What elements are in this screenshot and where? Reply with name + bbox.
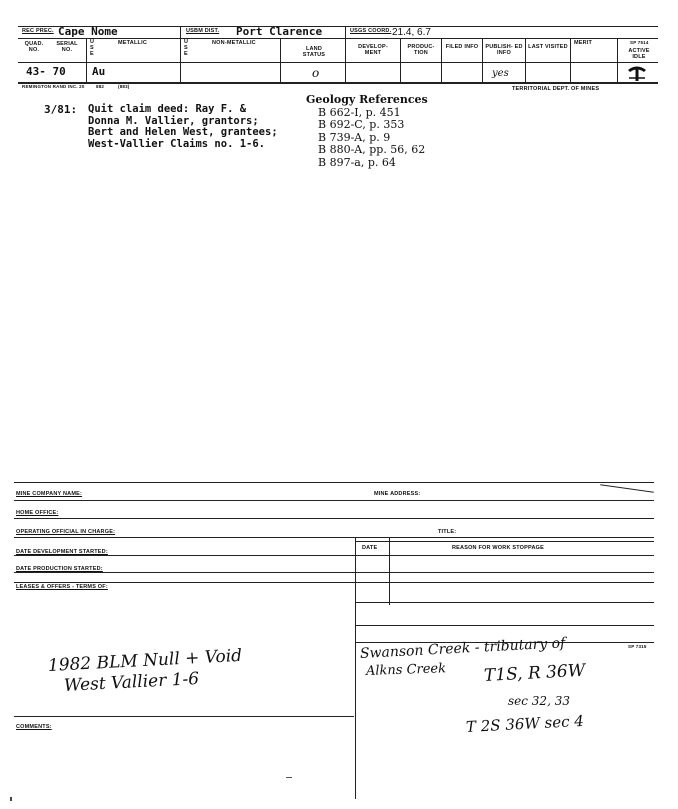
- serial-no-label: SERIAL NO.: [56, 41, 78, 53]
- mine-company-label: MINE COMPANY NAME:: [16, 491, 83, 497]
- divider: [482, 38, 483, 82]
- divider: [180, 38, 181, 82]
- land-status-value: o: [312, 66, 320, 80]
- form-rule: [14, 482, 654, 483]
- usgs-coord-value: 21.4, 6.7: [392, 27, 431, 38]
- operating-official-label: OPERATING OFFICIAL IN CHARGE:: [16, 529, 116, 535]
- rec-prec-value: Cape Nome: [58, 25, 118, 38]
- metallic-use-code: U S E: [90, 39, 95, 57]
- reason-column-label: REASON FOR WORK STOPPAGE: [452, 545, 544, 551]
- usbm-dist-label: USBM DIST.: [186, 28, 220, 34]
- geology-ref: B 897-a, p. 64: [318, 155, 396, 169]
- header-bottom-rule: [18, 82, 658, 84]
- mine-address-label: MINE ADDRESS:: [374, 491, 421, 497]
- form-rule: [355, 602, 654, 603]
- production-label: PRODUC- TION: [407, 44, 435, 56]
- printer-code-2: (883): [118, 84, 130, 89]
- handwritten-township-2: T 2S 36W sec 4: [465, 711, 585, 736]
- title-label: TITLE:: [438, 529, 457, 535]
- handwritten-note-line-2: West Vallier 1-6: [63, 668, 200, 696]
- geology-ref: B 662-I, p. 451: [318, 105, 401, 119]
- divider: [345, 38, 346, 82]
- filed-info-label: FILED INFO: [445, 44, 479, 50]
- handwritten-sections: sec 32, 33: [508, 694, 570, 708]
- handwritten-township: T1S, R 36W: [483, 660, 586, 686]
- quad-serial-value: 43- 70: [26, 65, 66, 78]
- usgs-coord-label: USGS COORD.: [350, 28, 392, 34]
- form-rule: [14, 582, 654, 583]
- home-office-label: HOME OFFICE:: [16, 510, 59, 516]
- handwritten-note-line-1: 1982 BLM Null + Void: [47, 645, 243, 676]
- land-status-label: LAND STATUS: [302, 46, 326, 58]
- printer-code: 882: [96, 84, 105, 89]
- merit-label: MERIT: [574, 40, 593, 46]
- comments-label: COMMENTS:: [16, 724, 52, 730]
- entry-line: West-Vallier Claims no. 1-6.: [88, 137, 266, 150]
- leases-offers-label: LEASES & OFFERS - TERMS OF:: [16, 584, 108, 590]
- stray-mark: [10, 797, 12, 801]
- quad-no-label: QUAD. NO.: [24, 41, 44, 53]
- form-rule: [14, 555, 654, 556]
- divider: [617, 38, 618, 82]
- handwritten-location-line-2: Alkns Creek: [365, 661, 447, 679]
- handwritten-location-line-1: Swanson Creek - tributary of: [359, 635, 566, 662]
- form-rule: [14, 572, 654, 573]
- date-column-label: DATE: [362, 545, 378, 551]
- divider: [441, 38, 442, 82]
- geology-ref: B 692-C, p. 353: [318, 118, 405, 131]
- form-rule: [14, 537, 654, 538]
- form-number-top: SP 7514: [630, 40, 649, 45]
- published-value: yes: [492, 68, 509, 79]
- metallic-value: Au: [92, 65, 106, 78]
- last-visited-label: LAST VISITED: [528, 44, 568, 50]
- usbm-dist-value: Port Clarence: [236, 25, 323, 38]
- geology-ref: B 739-A, p. 9: [318, 130, 391, 144]
- header-mid-rule: [18, 38, 658, 39]
- entry-line: Bert and Helen West, grantees;: [88, 126, 278, 138]
- divider: [570, 38, 571, 82]
- stray-mark: [286, 777, 292, 778]
- form-rule: [14, 500, 654, 501]
- form-rule: [14, 716, 354, 717]
- nonmetallic-use-code: U S E: [184, 39, 189, 57]
- entry-text: [88, 104, 278, 150]
- date-production-label: DATE PRODUCTION STARTED:: [16, 566, 103, 572]
- date-development-label: DATE DEVELOPMENT STARTED:: [16, 549, 108, 555]
- divider: [180, 26, 181, 38]
- stray-mark: [600, 484, 654, 493]
- rec-prec-label: REC PREC.: [22, 28, 54, 34]
- department-label: TERRITORIAL DEPT. OF MINES: [512, 86, 600, 92]
- geology-ref: B 880-A, pp. 56, 62: [318, 143, 426, 156]
- printer-imprint: REMINGTON RAND INC. 20: [22, 84, 85, 89]
- form-divider: [355, 537, 356, 799]
- development-label: DEVELOP- MENT: [358, 44, 388, 56]
- header-col-rule: [18, 62, 658, 63]
- form-number-bottom: SP 7315: [628, 644, 647, 649]
- active-idle-label: ACTIVE IDLE: [628, 48, 650, 60]
- form-rule: [14, 518, 654, 519]
- divider: [86, 38, 87, 82]
- divider: [280, 38, 281, 82]
- nonmetallic-label: NON-METALLIC: [212, 40, 256, 46]
- published-info-label: PUBLISH- ED INFO: [485, 44, 523, 56]
- form-rule: [355, 625, 654, 626]
- entry-date: 3/81:: [44, 103, 78, 116]
- entry-line: Donna M. Vallier, grantors;: [88, 114, 259, 127]
- divider: [345, 26, 346, 38]
- form-rule: [355, 541, 654, 542]
- geology-title: Geology References: [306, 93, 428, 106]
- geology-references: [306, 94, 428, 169]
- divider: [400, 38, 401, 82]
- metallic-label: METALLIC: [118, 40, 147, 46]
- form-divider: [389, 537, 390, 605]
- pick-hammer-icon: [626, 64, 648, 82]
- divider: [525, 38, 526, 82]
- entry-line: Quit claim deed: Ray F. &: [88, 103, 247, 115]
